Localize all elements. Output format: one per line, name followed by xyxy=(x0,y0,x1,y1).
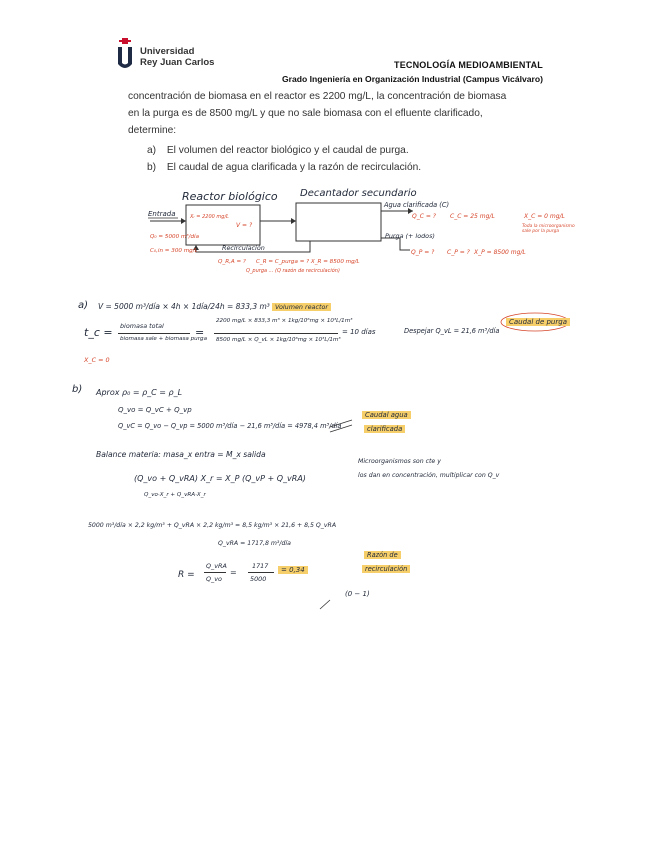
clarified-biomass: X_C = 0 mg/L xyxy=(524,213,565,220)
purge-biomass: X_P = 8500 mg/L xyxy=(474,249,526,256)
university-name-line2: Rey Juan Carlos xyxy=(140,57,215,68)
paragraph-line: concentración de biomasa en el reactor es 2200 mg/L, la concentración de biomasa xyxy=(128,91,507,102)
purge-flow-note: Q_purga ... (Q razón de recirculación) xyxy=(246,268,340,274)
ratio-numerator: Q_vRA xyxy=(206,562,227,570)
recirculation-flow: Q_R,A = ? xyxy=(218,259,246,265)
inlet-label: Entrada xyxy=(148,210,176,218)
volume-equation: V = 5000 m³/día × 4h × 1día/24h = 833,3 m³ xyxy=(98,302,270,311)
age-result: = 10 días xyxy=(342,328,376,336)
equals-sign: = xyxy=(230,568,237,577)
degree-subtitle: Grado Ingeniería en Organización Industrial (Campus Vicálvaro) xyxy=(281,74,543,84)
purge-flow-result: Despejar Q_vL = 21,6 m³/día xyxy=(404,327,500,335)
paragraph-line: en la purga es de 8500 mg/L y que no sale biomasa con el efluente clarificado, xyxy=(128,108,483,119)
list-item-label: a) xyxy=(147,145,157,156)
inlet-flow: Q₀ = 5000 m³/día xyxy=(150,234,200,240)
purge-concentration: C_P = ? xyxy=(447,249,470,256)
clarified-flow-calc: Q_vC = Q_vo − Q_vp = 5000 m³/día − 21,6 m³/día = 4978,4 m³/día xyxy=(118,422,342,430)
microorganism-note-2: los dan en concentración, multiplicar con Q_v xyxy=(358,472,500,479)
ratio-range: (0 − 1) xyxy=(345,590,370,598)
reactor-volume: V = ? xyxy=(236,222,253,229)
recirculation-label: Recirculación xyxy=(222,244,265,252)
part-a-tag: a) xyxy=(78,300,89,311)
flow-balance-eq: Q_vo = Q_vC + Q_vp xyxy=(118,406,192,414)
reactor-biomass: Xᵣ = 2200 mg/L xyxy=(190,214,229,220)
purge-label: Purga (+ lodos) xyxy=(385,232,435,240)
ratio-label-1: Razón de xyxy=(364,551,401,559)
volume-label: Volumen reactor xyxy=(272,303,331,311)
part-b-tag: b) xyxy=(72,384,83,395)
clarified-flow-label-2: clarificada xyxy=(364,425,405,433)
list-item-text: El caudal de agua clarificada y la razón de recirculación. xyxy=(166,162,422,173)
ratio-denominator: Q_vo xyxy=(206,575,222,583)
fraction-bar xyxy=(204,572,226,573)
age-rhs-denominator: 8500 mg/L × Q_vL × 1kg/10⁶mg × 10³L/1m³ xyxy=(216,337,341,343)
decanter-title: Decantador secundario xyxy=(300,188,417,199)
clarified-concentration: C_C = 25 mg/L xyxy=(450,213,495,220)
paragraph-line: determine: xyxy=(128,125,177,136)
age-frac-numerator: biomasa total xyxy=(120,322,164,330)
university-name-line1: Universidad xyxy=(140,46,195,57)
decanter-box xyxy=(296,203,381,241)
clarified-flow-label-1: Caudal agua xyxy=(362,411,411,419)
fraction-bar xyxy=(118,333,190,334)
inlet-concentration: C₀,in = 300 mg/L xyxy=(150,248,198,254)
mass-balance-subterms: Q_vo·X_r + Q_vRA·X_r xyxy=(144,492,206,498)
clarified-biomass-note: Toda la microorganismo sale por la purga xyxy=(522,224,575,234)
purge-flow-label: Caudal de purga xyxy=(506,318,570,326)
age-frac-denominator: biomasa sale + biomasa purga xyxy=(120,336,208,342)
reactor-title: Reactor biológico xyxy=(182,190,278,203)
fraction-bar xyxy=(248,572,274,573)
age-lhs: t_c = xyxy=(84,326,113,339)
list-item-text: El volumen del reactor biológico y el caudal de purga. xyxy=(166,145,409,156)
course-title: TECNOLOGÍA MEDIOAMBIENTAL xyxy=(394,60,543,70)
recirculation-concentration: C_R = C_purga = ? X_R = 8500 mg/L xyxy=(256,259,360,265)
ratio-label-2: recirculación xyxy=(362,565,410,573)
ratio-numerator-value: 1717 xyxy=(252,562,269,570)
ratio-denominator-value: 5000 xyxy=(250,575,267,583)
recirculation-flow-result: Q_vRA = 1717,8 m³/día xyxy=(218,540,291,547)
fraction-bar xyxy=(214,333,338,334)
density-approx: Aprox ρ₀ = ρ_C = ρ_L xyxy=(96,388,183,397)
ratio-lhs: R = xyxy=(178,570,195,580)
microorganism-note-1: Microorganismos son cte y xyxy=(358,458,441,465)
clarified-flow: Q_C = ? xyxy=(412,213,436,220)
age-rhs-numerator: 2200 mg/L × 833,3 m³ × 1kg/10⁶mg × 10³L/1m³ xyxy=(216,318,353,324)
mass-balance-heading: Balance materia: masa_x entra = M_x salida xyxy=(96,450,266,459)
purge-flow: Q_P = ? xyxy=(411,249,435,256)
recirculation-calc: 5000 m³/día × 2,2 kg/m³ + Q_vRA × 2,2 kg/m³ = 8,5 kg/m³ × 21,6 + 8,5 Q_vRA xyxy=(88,522,337,529)
clarified-biomass-zero: X_C = 0 xyxy=(84,356,110,364)
mass-balance-equation: (Q_vo + Q_vRA) X_r = X_P (Q_vP + Q_vRA) xyxy=(134,474,306,483)
clarified-label: Agua clarificada (C) xyxy=(384,201,450,209)
ratio-result: = 0,34 xyxy=(278,566,308,574)
list-item-label: b) xyxy=(147,162,157,173)
equals-sign: = xyxy=(195,326,205,339)
